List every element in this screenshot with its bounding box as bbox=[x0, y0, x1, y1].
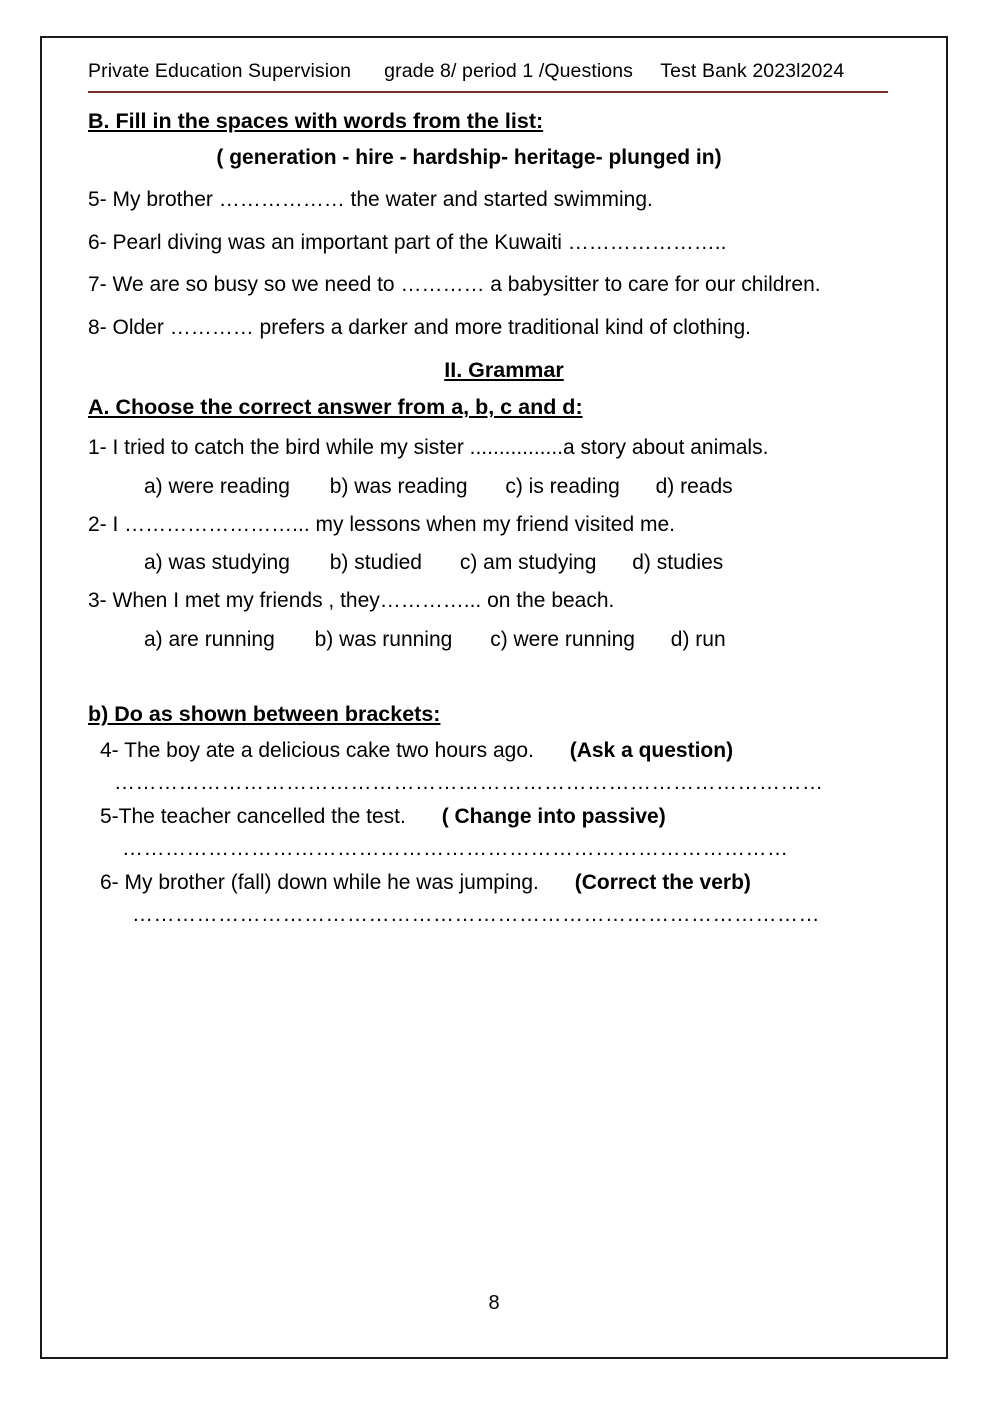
mcq-1-option-a[interactable]: a) were reading bbox=[144, 474, 290, 498]
document-page bbox=[40, 36, 948, 1359]
bracket-item-4-instruction: (Ask a question) bbox=[569, 738, 734, 762]
fill-item-7: 7- We are so busy so we need to ………… a babysitter to care for our children. bbox=[88, 273, 821, 297]
mcq-1-option-c[interactable]: c) is reading bbox=[505, 474, 620, 498]
bracket-item-4 bbox=[88, 739, 920, 763]
mcq-1-option-d[interactable]: d) reads bbox=[655, 474, 733, 498]
bracket-item-5-instruction: ( Change into passive) bbox=[441, 804, 666, 828]
bracket-item-6-answer-line[interactable]: …………………………………………………………………………………… bbox=[132, 902, 820, 926]
mcq-1-stem: 1- I tried to catch the bird while my sister ................a story about animals. bbox=[88, 436, 769, 460]
mcq-1-options bbox=[110, 475, 920, 499]
bracket-item-6 bbox=[88, 871, 920, 895]
bracket-item-4-text: 4- The boy ate a delicious cake two hours ago. bbox=[100, 738, 534, 762]
bracket-item-5 bbox=[88, 805, 920, 829]
mcq-3-option-a[interactable]: a) are running bbox=[144, 627, 275, 651]
mcq-3-stem: 3- When I met my friends , they…………... on the beach. bbox=[88, 589, 615, 613]
header-left: Private Education Supervision bbox=[88, 60, 352, 82]
bracket-item-5-text: 5-The teacher cancelled the test. bbox=[100, 804, 406, 828]
page-number: 8 bbox=[488, 1292, 500, 1314]
bracket-item-6-text: 6- My brother (fall) down while he was jumping. bbox=[100, 870, 539, 894]
mcq-2-option-d[interactable]: d) studies bbox=[632, 551, 724, 575]
mcq-3-option-d[interactable]: d) run bbox=[670, 627, 726, 651]
header-middle: grade 8/ period 1 /Questions bbox=[384, 60, 634, 82]
brackets-section-title: b) Do as shown between brackets: bbox=[88, 701, 441, 726]
mcq-2-stem: 2- I ……………………... my lessons when my friend visited me. bbox=[88, 512, 675, 536]
header-right: Test Bank 2023l2024 bbox=[660, 60, 845, 82]
mcq-2-options bbox=[110, 551, 920, 575]
fill-item-6: 6- Pearl diving was an important part of the Kuwaiti ………………….. bbox=[88, 230, 727, 254]
mcq-2-option-b[interactable]: b) studied bbox=[329, 551, 422, 575]
mcq-3-options bbox=[110, 628, 920, 652]
mcq-3-option-b[interactable]: b) was running bbox=[314, 627, 453, 651]
mcq-1-option-b[interactable]: b) was reading bbox=[329, 474, 468, 498]
bracket-item-4-answer-line[interactable]: ……………………………………………………………………………………… bbox=[114, 770, 824, 794]
fill-in-section-title: B. Fill in the spaces with words from the list: bbox=[88, 109, 544, 133]
choose-section-title: A. Choose the correct answer from a, b, c and d: bbox=[88, 395, 583, 420]
grammar-section-title: II. Grammar bbox=[444, 358, 564, 383]
bracket-item-5-answer-line[interactable]: ………………………………………………………………………………… bbox=[122, 836, 789, 860]
fill-item-5: 5- My brother ……………… the water and started swimming. bbox=[88, 188, 653, 211]
bracket-item-6-instruction: (Correct the verb) bbox=[574, 870, 751, 894]
document-header bbox=[88, 60, 920, 89]
mcq-2-option-c[interactable]: c) am studying bbox=[459, 551, 597, 575]
word-list: ( generation - hire - hardship- heritage- plunged in) bbox=[216, 146, 722, 169]
section-spacer bbox=[88, 662, 920, 696]
page-content bbox=[88, 60, 920, 937]
mcq-3-option-c[interactable]: c) were running bbox=[490, 627, 635, 651]
fill-item-8: 8- Older ………… prefers a darker and more traditional kind of clothing. bbox=[88, 315, 751, 339]
mcq-2-option-a[interactable]: a) was studying bbox=[144, 551, 290, 575]
header-divider bbox=[88, 91, 888, 93]
